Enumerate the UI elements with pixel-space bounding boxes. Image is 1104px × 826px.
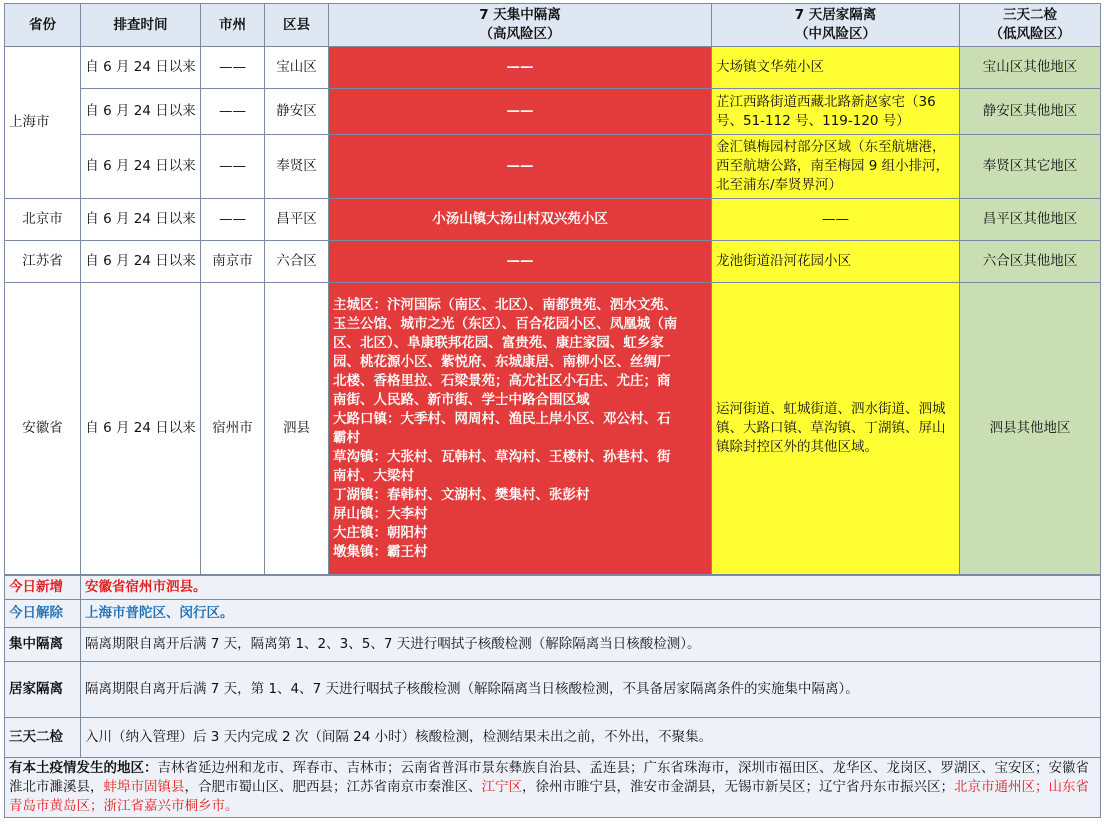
table-header-row: [5, 4, 1101, 47]
high-risk-area-line: 大庄镇：朝阳村: [333, 524, 428, 541]
county-cell: 六合区: [265, 241, 329, 283]
today-lift-text: 上海市普陀区、闵行区。: [81, 600, 1101, 628]
header-county: 区县: [265, 4, 329, 47]
outbreak-areas-cell: 有本土疫情发生的地区：吉林省延边州和龙市、珲春市、吉林市；云南省普洱市景东彝族自治县、孟连县；广东省珠海市，深圳市福田区、龙华区、龙岗区、罗湖区、宝安区；安徽省淮北市濉溪县，蚌埠市固镇县，合肥市蜀山区、肥西县；江苏省南京市秦淮区、江宁区，徐州市睢宁县，淮安市金湖县，无锡市新吴区；辽宁省丹东市振兴区；北京市通州区；山东省青岛市黄岛区；浙江省嘉兴市桐乡市。: [5, 758, 1101, 818]
notes-table: [4, 575, 1101, 818]
header-mid-risk: 7 天居家隔离 （中风险区）: [712, 4, 960, 47]
time-cell: 自 6 月 24 日以来: [81, 135, 201, 199]
central-isolation-text: 隔离期限自离开后满 7 天，隔离第 1、2、3、5、7 天进行咽拭子核酸检测（解除隔离当日核酸检测）。: [81, 628, 1101, 662]
high-risk-area-line: 屏山镇：大李村: [333, 505, 428, 522]
mid-risk-cell: 芷江西路街道西藏北路新赵家宅（36 号、51-112 号、119-120 号）: [712, 89, 960, 135]
county-cell: 静安区: [265, 89, 329, 135]
outbreak-areas-row: [5, 758, 1101, 818]
time-cell: 自 6 月 24 日以来: [81, 241, 201, 283]
county-cell: 宝山区: [265, 47, 329, 89]
high-risk-area-line: 草沟镇：大张村、瓦韩村、草沟村、王楼村、孙巷村、街: [333, 448, 671, 465]
mid-risk-cell: 龙池街道沿河花园小区: [712, 241, 960, 283]
table-row: [5, 135, 1101, 199]
high-risk-area-line: 大路口镇：大季村、网周村、渔民上岸小区、邓公村、石: [333, 410, 671, 427]
low-risk-cell: 泗县其他地区: [960, 283, 1101, 575]
header-province: 省份: [5, 4, 81, 47]
mid-risk-cell: 运河街道、虹城街道、泗水街道、泗城镇、大路口镇、草沟镇、丁湖镇、屏山镇除封控区外的其他区域。: [712, 283, 960, 575]
province-cell: 上海市: [5, 47, 81, 199]
home-isolation-label: 居家隔离: [5, 662, 81, 718]
high-risk-area-line: 园、桃花源小区、紫悦府、东城康居、南柳小区、丝绸厂: [333, 353, 671, 370]
county-cell: 昌平区: [265, 199, 329, 241]
high-risk-area-line: 南街、人民路、新市街、学士中路合围区域: [333, 391, 590, 408]
three-day-test-label: 三天二检: [5, 718, 81, 758]
table-row: [5, 47, 1101, 89]
county-cell: 奉贤区: [265, 135, 329, 199]
high-risk-cell: 小汤山镇大汤山村双兴苑小区: [329, 199, 712, 241]
table-row: [5, 283, 1101, 575]
high-risk-area-line: 丁湖镇：春韩村、文湖村、樊集村、张彭村: [333, 486, 590, 503]
high-risk-area-line: 墩集镇：霸王村: [333, 543, 428, 560]
high-risk-cell: ——: [329, 47, 712, 89]
low-risk-cell: 静安区其他地区: [960, 89, 1101, 135]
time-cell: 自 6 月 24 日以来: [81, 199, 201, 241]
high-risk-area-line: 北楼、香格里拉、石梁景苑；高尤社区小石庄、尤庄；商: [333, 372, 671, 389]
high-risk-area-line: 区、北区）、阜康联邦花园、富贵苑、康庄家园、虹乡家: [333, 334, 664, 351]
header-high-risk: 7 天集中隔离 （高风险区）: [329, 4, 712, 47]
table-row: [5, 89, 1101, 135]
home-isolation-row: [5, 662, 1101, 718]
header-low-risk: 三天二检 （低风险区）: [960, 4, 1101, 47]
today-new-row: [5, 576, 1101, 600]
risk-area-table-container: [4, 3, 1100, 818]
province-cell: 北京市: [5, 199, 81, 241]
low-risk-cell: 昌平区其他地区: [960, 199, 1101, 241]
city-cell: ——: [201, 199, 265, 241]
risk-area-table: [4, 3, 1101, 575]
city-cell: ——: [201, 135, 265, 199]
city-cell: ——: [201, 89, 265, 135]
header-time: 排查时间: [81, 4, 201, 47]
today-lift-row: [5, 600, 1101, 628]
today-lift-label: 今日解除: [5, 600, 81, 628]
low-risk-cell: 六合区其他地区: [960, 241, 1101, 283]
home-isolation-text: 隔离期限自离开后满 7 天，第 1、4、7 天进行咽拭子核酸检测（解除隔离当日核酸检测，不具备居家隔离条件的实施集中隔离）。: [81, 662, 1101, 718]
city-cell: 南京市: [201, 241, 265, 283]
high-risk-area-line: 霸村: [333, 429, 360, 446]
time-cell: 自 6 月 24 日以来: [81, 89, 201, 135]
today-new-label: 今日新增: [5, 576, 81, 600]
mid-risk-cell: ——: [712, 199, 960, 241]
outbreak-areas-label: 有本土疫情发生的地区：: [9, 760, 158, 776]
central-isolation-row: [5, 628, 1101, 662]
time-cell: 自 6 月 24 日以来: [81, 47, 201, 89]
mid-risk-cell: 金汇镇梅园村部分区域（东至航塘港，西至航塘公路，南至梅园 9 组小排河，北至浦东/奉贤界河）: [712, 135, 960, 199]
header-city: 市州: [201, 4, 265, 47]
province-cell: 江苏省: [5, 241, 81, 283]
table-row: [5, 241, 1101, 283]
high-risk-cell: [329, 283, 712, 575]
low-risk-cell: 宝山区其他地区: [960, 47, 1101, 89]
mid-risk-cell: 大场镇文华苑小区: [712, 47, 960, 89]
low-risk-cell: 奉贤区其它地区: [960, 135, 1101, 199]
central-isolation-label: 集中隔离: [5, 628, 81, 662]
high-risk-area-list: [333, 296, 707, 562]
high-risk-cell: ——: [329, 89, 712, 135]
county-cell: 泗县: [265, 283, 329, 575]
high-risk-area-line: 玉兰公馆、城市之光（东区）、百合花园小区、凤凰城（南: [333, 315, 678, 332]
province-cell: 安徽省: [5, 283, 81, 575]
three-day-test-text: 入川（纳入管理）后 3 天内完成 2 次（间隔 24 小时）核酸检测，检测结果未出之前，不外出，不聚集。: [81, 718, 1101, 758]
high-risk-cell: ——: [329, 241, 712, 283]
today-new-text: 安徽省宿州市泗县。: [81, 576, 1101, 600]
time-cell: 自 6 月 24 日以来: [81, 283, 201, 575]
city-cell: 宿州市: [201, 283, 265, 575]
table-row: [5, 199, 1101, 241]
high-risk-area-line: 主城区：汴河国际（南区、北区）、南都贵苑、泗水文苑、: [333, 296, 678, 313]
three-day-test-row: [5, 718, 1101, 758]
high-risk-cell: ——: [329, 135, 712, 199]
high-risk-area-line: 南村、大梁村: [333, 467, 414, 484]
city-cell: ——: [201, 47, 265, 89]
